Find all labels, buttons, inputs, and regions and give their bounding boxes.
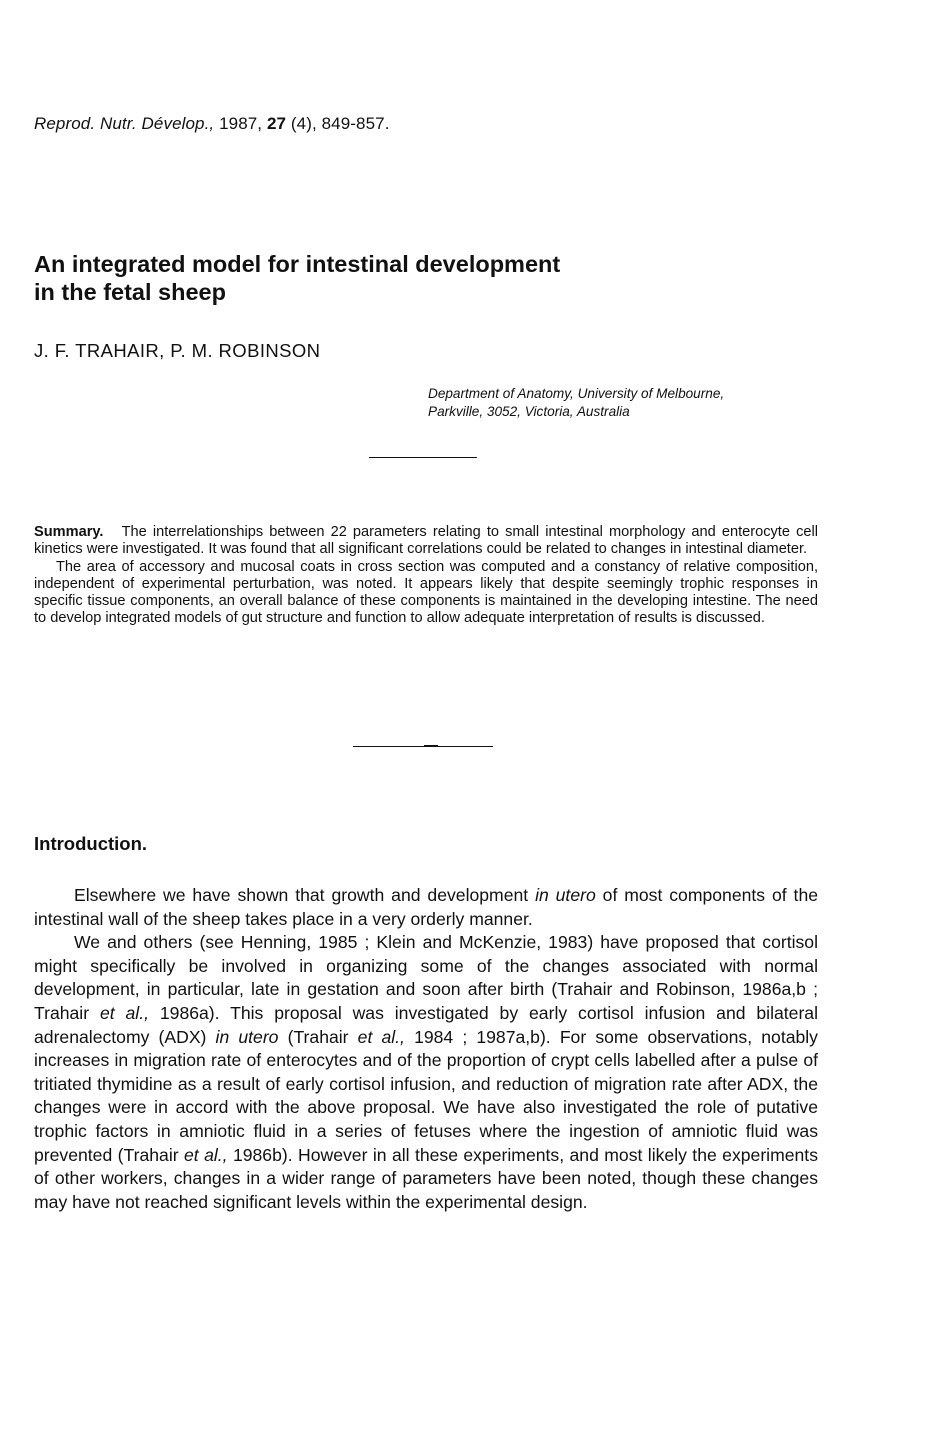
intro-italic: in utero xyxy=(215,1026,279,1047)
intro-text: We and others (see Henning, 1985 ; Klein and McKenzie, 1983) have proposed that cortisol might specifically be involved in organizing some of the changes associated with normal development, in particular, late in gestation and soon after birth (Trahair and Robinson, 1986a,b ; Trahair xyxy=(34,932,818,1023)
summary-text-1: The interrelationships between 22 parameters relating to small intestinal morphology and enterocyte cell kinetics were investigated. It was found that all significant correlations could be related to changes in intestinal diameter. xyxy=(34,524,818,558)
article-title xyxy=(34,250,794,306)
affiliation xyxy=(428,385,724,421)
divider-bottom xyxy=(353,746,493,747)
title-line-1: An integrated model for intestinal development xyxy=(34,251,561,277)
divider-top xyxy=(369,457,477,458)
intro-text: of most components of the intestinal wall of the sheep takes place in a very orderly manner. xyxy=(34,885,819,929)
intro-italic: et al., xyxy=(357,1026,405,1047)
journal-volume: 27 xyxy=(266,114,287,133)
intro-text: (Trahair xyxy=(278,1026,358,1047)
summary-abstract xyxy=(34,524,818,628)
divider-bottom-mark xyxy=(424,745,438,747)
intro-paragraph-1 xyxy=(34,884,818,931)
summary-paragraph-1 xyxy=(34,524,818,559)
journal-name: Reprod. Nutr. Dévelop., xyxy=(34,114,215,133)
intro-text: Elsewhere we have shown that growth and development xyxy=(74,885,536,905)
intro-text: 1986a). This proposal was investigated by early cortisol infusion and bilateral adrenalectomy (ADX) xyxy=(34,1002,819,1047)
intro-text: 1984 ; 1987a,b). For some observations, notably increases in migration rate of enterocytes and of the proportion of crypt cells labelled after a pulse of tritiated thymidine as a result of early cortisol infusion, and reduction of migration rate after ADX, the changes were in accord with the above proposal. We have also investigated the role of putative trophic factors in amniotic fluid in a series of fetuses where the ingestion of amniotic fluid was prevented (Trahair xyxy=(34,1026,818,1165)
intro-paragraph-2 xyxy=(34,931,818,1214)
journal-citation xyxy=(34,114,390,134)
intro-italic: et al., xyxy=(99,1002,149,1023)
journal-issue-pages: (4), 849-857. xyxy=(290,114,390,133)
introduction-body xyxy=(34,884,818,1214)
intro-italic: in utero xyxy=(535,885,596,905)
affiliation-line-2: Parkville, 3052, Victoria, Australia xyxy=(428,404,630,419)
summary-label: Summary. xyxy=(34,524,104,540)
intro-italic: et al., xyxy=(184,1144,228,1165)
authors: J. F. TRAHAIR, P. M. ROBINSON xyxy=(34,340,321,361)
intro-text: 1986b). However in all these experiments, and most likely the experiments of other workers, changes in a wider range of parameters have been noted, though these changes may have not reached significant levels within the experimental design. xyxy=(34,1144,818,1212)
affiliation-line-1: Department of Anatomy, University of Melbourne, xyxy=(428,386,725,401)
summary-paragraph-2: The area of accessory and mucosal coats in cross section was computed and a constancy of relative composition, independent of experimental perturbation, was noted. It appears likely that despite seemingly trophic responses in specific tissue components, an overall balance of these components is maintained in the developing intestine. The need to develop integrated models of gut structure and function to allow adequate interpretation of results is discussed. xyxy=(34,558,818,627)
introduction-heading: Introduction. xyxy=(34,833,148,854)
journal-year: 1987, xyxy=(219,114,263,133)
title-line-2: in the fetal sheep xyxy=(34,279,226,305)
